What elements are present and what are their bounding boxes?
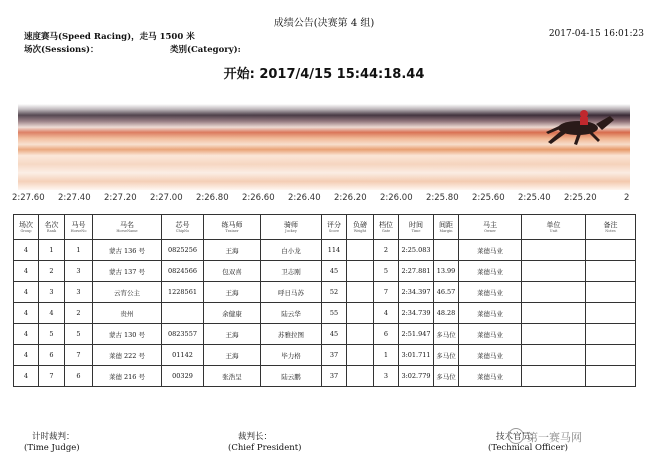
table-cell: 莱德马业: [459, 303, 522, 324]
table-cell: 6: [39, 345, 65, 366]
table-row: [14, 303, 636, 324]
table-cell: [347, 303, 374, 324]
column-header-label-en: ChipNo: [175, 228, 190, 233]
column-header: [374, 215, 399, 240]
table-cell: 45: [322, 261, 347, 282]
column-header: [204, 215, 261, 240]
column-header: [39, 215, 65, 240]
table-cell: 7: [39, 366, 65, 387]
table-cell: 陆云鹏: [261, 366, 322, 387]
time-judge-label-en: (Time Judge): [24, 443, 80, 453]
table-cell: 卫志刚: [261, 261, 322, 282]
table-cell: 37: [322, 366, 347, 387]
time-judge-signature: [24, 432, 80, 454]
table-cell: 01142: [162, 345, 204, 366]
table-cell: 5: [374, 261, 399, 282]
table-cell: 2: [39, 261, 65, 282]
table-cell: 陆云华: [261, 303, 322, 324]
race-description: 速度赛马(Speed Racing)，走马 1500 米: [24, 32, 195, 42]
table-cell: 4: [374, 303, 399, 324]
table-cell: 云宵公主: [93, 282, 162, 303]
column-header-label: 芯号: [175, 220, 190, 229]
table-cell: 蒙古 130 号: [93, 324, 162, 345]
table-cell: 00329: [162, 366, 204, 387]
timeline-axis: [0, 193, 648, 207]
column-header-label-en: Unit: [549, 228, 558, 233]
column-header-label-en: HorseName: [116, 228, 138, 233]
table-cell: 5: [65, 324, 93, 345]
table-cell: 苏雅拉图: [261, 324, 322, 345]
table-cell: 3:01.711: [399, 345, 434, 366]
column-header: [162, 215, 204, 240]
column-header-label: 马名: [120, 220, 134, 229]
table-cell: [347, 324, 374, 345]
column-header: [586, 215, 636, 240]
table-cell: [522, 261, 586, 282]
timeline-tick: 2:26.60: [242, 193, 275, 203]
table-cell: 蒙古 137 号: [93, 261, 162, 282]
table-cell: 114: [322, 240, 347, 261]
table-cell: [434, 240, 459, 261]
table-cell: 蒙古 136 号: [93, 240, 162, 261]
table-cell: 3: [65, 282, 93, 303]
table-cell: 0825256: [162, 240, 204, 261]
column-header: [322, 215, 347, 240]
column-header-label-en: Weight: [353, 228, 367, 233]
column-header-label: 名次: [44, 220, 59, 229]
table-cell: 贵州: [93, 303, 162, 324]
table-cell: 48.28: [434, 303, 459, 324]
time-judge-label: 计时裁判：: [32, 432, 75, 442]
page-title: 成绩公告(决赛第 4 组): [273, 18, 375, 29]
table-cell: 王海: [204, 345, 261, 366]
table-row: [14, 240, 636, 261]
watermark-icon: [508, 428, 524, 444]
table-row: [14, 324, 636, 345]
table-cell: 莱德马业: [459, 240, 522, 261]
column-header: [399, 215, 434, 240]
table-cell: 王海: [204, 282, 261, 303]
table-cell: [522, 240, 586, 261]
chief-president-label-en: (Chief President): [228, 443, 302, 453]
table-cell: 1: [374, 345, 399, 366]
table-cell: 4: [14, 303, 39, 324]
column-header-label: 档位: [379, 220, 393, 229]
timeline-tick: 2:26.20: [334, 193, 367, 203]
table-cell: 1228561: [162, 282, 204, 303]
table-cell: 4: [14, 282, 39, 303]
table-cell: 3: [374, 366, 399, 387]
table-cell: 4: [14, 366, 39, 387]
table-cell: 7: [65, 345, 93, 366]
column-header-label-en: Margin: [439, 228, 453, 233]
column-header-label: 评分: [327, 220, 341, 229]
column-header-label: 备注: [603, 220, 618, 229]
column-header-label: 马主: [483, 220, 497, 229]
table-cell: 55: [322, 303, 347, 324]
table-cell: 莱德马业: [459, 345, 522, 366]
table-cell: 2: [374, 240, 399, 261]
table-cell: 2: [65, 303, 93, 324]
category-label: 类别(Category):: [170, 45, 241, 55]
table-cell: [347, 240, 374, 261]
table-row: [14, 282, 636, 303]
table-cell: 1: [65, 240, 93, 261]
timeline-tick: 2:25.60: [472, 193, 505, 203]
chief-president-signature: [228, 432, 301, 454]
photo-finish-image: [18, 104, 630, 190]
column-header: [522, 215, 586, 240]
table-cell: 张浩呈: [204, 366, 261, 387]
column-header: [261, 215, 322, 240]
timeline-tick: 2:25.40: [518, 193, 551, 203]
column-header-label: 场次: [19, 220, 33, 229]
column-header-label: 单位: [546, 220, 561, 229]
table-cell: [522, 345, 586, 366]
column-header-label: 间距: [439, 220, 453, 229]
table-cell: [347, 366, 374, 387]
table-cell: 2:51.947: [399, 324, 434, 345]
table-cell: [586, 324, 636, 345]
results-table: [13, 214, 636, 387]
table-cell: [347, 345, 374, 366]
table-cell: [522, 303, 586, 324]
column-header-label: 负磅: [353, 220, 367, 229]
column-header: [93, 215, 162, 240]
timeline-tick: 2:26.80: [196, 193, 229, 203]
table-cell: 莱德马业: [459, 366, 522, 387]
table-cell: 0823557: [162, 324, 204, 345]
table-cell: 包双喜: [204, 261, 261, 282]
table-cell: 莱德马业: [459, 261, 522, 282]
table-cell: 莱德 216 号: [93, 366, 162, 387]
timeline-tick: 2:25.80: [426, 193, 459, 203]
table-cell: 多马位: [434, 366, 459, 387]
column-header: [347, 215, 374, 240]
table-cell: 毕力格: [261, 345, 322, 366]
table-cell: 莱德马业: [459, 282, 522, 303]
chief-president-label: 裁判长：: [238, 432, 273, 442]
table-cell: 52: [322, 282, 347, 303]
table-header-row: [14, 215, 636, 240]
timeline-tick: 2:27.20: [104, 193, 137, 203]
column-header: [434, 215, 459, 240]
column-header-label-en: Notes: [605, 228, 616, 233]
table-cell: 2:25.083: [399, 240, 434, 261]
table-cell: 3:02.779: [399, 366, 434, 387]
table-cell: [522, 324, 586, 345]
table-row: [14, 345, 636, 366]
column-header-label-en: Owner: [484, 228, 496, 233]
table-cell: [586, 240, 636, 261]
column-header-label: 练马师: [221, 220, 243, 229]
table-cell: 3: [39, 282, 65, 303]
timeline-tick: 2:27.00: [150, 193, 183, 203]
table-cell: 莱德马业: [459, 324, 522, 345]
table-cell: [522, 282, 586, 303]
column-header-label: 时间: [409, 220, 423, 229]
table-cell: 呼日马苏: [261, 282, 322, 303]
table-cell: 王海: [204, 240, 261, 261]
table-cell: 王海: [204, 324, 261, 345]
table-cell: [586, 366, 636, 387]
table-cell: 余健康: [204, 303, 261, 324]
table-cell: [347, 282, 374, 303]
column-header: [65, 215, 93, 240]
table-cell: 3: [65, 261, 93, 282]
table-cell: 2:27.881: [399, 261, 434, 282]
column-header-label-en: Jockey: [285, 228, 297, 233]
table-cell: [586, 282, 636, 303]
table-cell: [162, 303, 204, 324]
table-cell: [586, 345, 636, 366]
table-cell: 4: [14, 261, 39, 282]
table-cell: 4: [14, 240, 39, 261]
timeline-tick: 2: [624, 193, 630, 203]
table-cell: 6: [374, 324, 399, 345]
table-cell: 多马位: [434, 345, 459, 366]
table-cell: 0824566: [162, 261, 204, 282]
table-cell: 6: [65, 366, 93, 387]
column-header-label-en: HorseNo: [70, 228, 87, 233]
column-header-label-en: Group: [20, 228, 32, 233]
column-header-label-en: Score: [328, 228, 340, 233]
technical-officer-label-en: (Technical Officer): [488, 443, 568, 453]
table-cell: 莱德 222 号: [93, 345, 162, 366]
table-cell: 13.99: [434, 261, 459, 282]
column-header-label: 马号: [71, 220, 86, 229]
table-cell: 2:34.397: [399, 282, 434, 303]
table-cell: 2:34.739: [399, 303, 434, 324]
table-cell: 4: [39, 303, 65, 324]
table-cell: 46.57: [434, 282, 459, 303]
column-header-label-en: Gate: [381, 228, 391, 233]
column-header-label-en: Time: [411, 228, 421, 233]
sessions-label: 场次(Sessions)：: [24, 45, 99, 55]
table-cell: [586, 303, 636, 324]
table-cell: [347, 261, 374, 282]
table-cell: 5: [39, 324, 65, 345]
table-cell: 7: [374, 282, 399, 303]
table-cell: 45: [322, 324, 347, 345]
table-cell: 多马位: [434, 324, 459, 345]
report-datetime: 2017-04-15 16:01:23: [548, 29, 644, 39]
table-cell: 37: [322, 345, 347, 366]
timeline-tick: 2:27.60: [12, 193, 45, 203]
table-cell: 4: [14, 324, 39, 345]
start-time: 开始: 2017/4/15 15:44:18.44: [223, 67, 425, 82]
timeline-tick: 2:27.40: [58, 193, 91, 203]
column-header: [459, 215, 522, 240]
column-header: [14, 215, 39, 240]
timeline-tick: 2:25.20: [564, 193, 597, 203]
technical-officer-label: 技术官员：: [496, 432, 539, 442]
table-cell: 白小龙: [261, 240, 322, 261]
watermark-text: 第一赛马网: [527, 431, 582, 444]
timeline-tick: 2:26.00: [380, 193, 413, 203]
table-cell: 1: [39, 240, 65, 261]
table-row: [14, 366, 636, 387]
column-header-label-en: Rank: [46, 228, 57, 233]
table-row: [14, 261, 636, 282]
timeline-tick: 2:26.40: [288, 193, 321, 203]
table-cell: [586, 261, 636, 282]
column-header-label-en: Trainer: [225, 228, 239, 233]
table-cell: [522, 366, 586, 387]
table-cell: 4: [14, 345, 39, 366]
column-header-label: 骑师: [284, 220, 298, 229]
